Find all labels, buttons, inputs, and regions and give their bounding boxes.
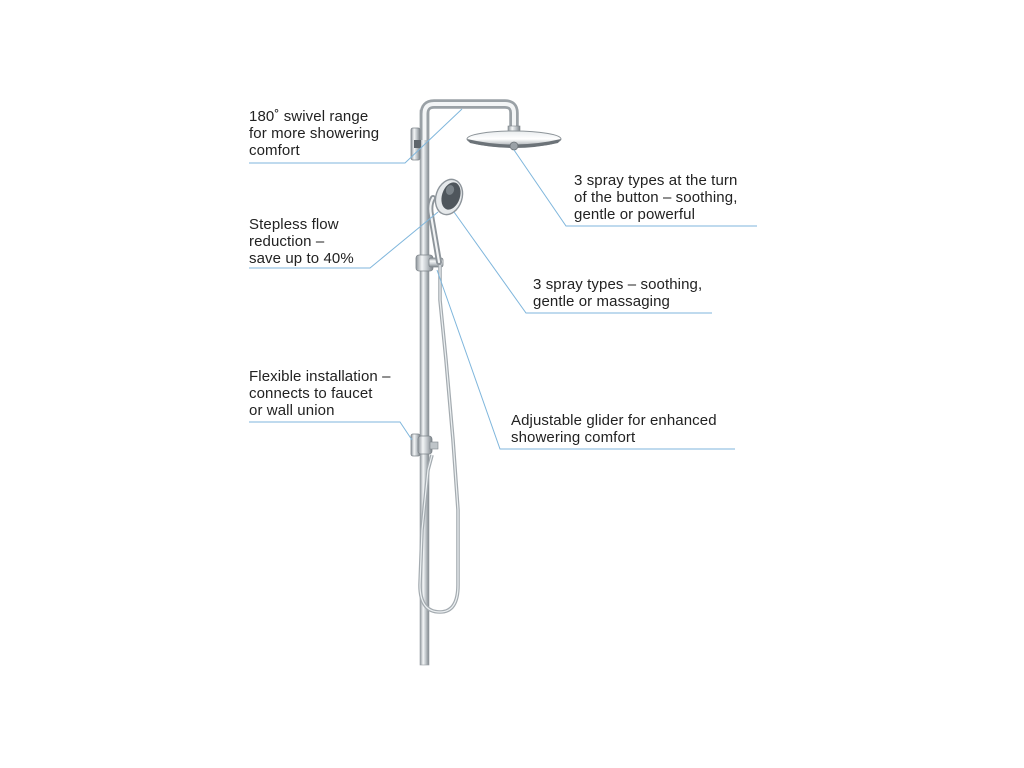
- callout-installation-line-1: Flexible installation –: [249, 368, 391, 385]
- callout-hand-spray-line-1: 3 spray types – soothing,: [533, 276, 703, 293]
- leader-installation: [249, 422, 412, 440]
- hand-shower: [430, 176, 467, 262]
- callout-hand-spray-line-2: gentle or massaging: [533, 293, 670, 310]
- callout-overhead-spray: [574, 172, 737, 223]
- callout-swivel-line-2: for more showering: [249, 125, 380, 142]
- callout-swivel-line-1: 180˚ swivel range: [249, 108, 369, 125]
- callout-glider-line-1: Adjustable glider for enhanced: [511, 412, 717, 429]
- callout-swivel: [249, 108, 379, 159]
- callout-installation-line-3: or wall union: [249, 402, 335, 419]
- callout-overhead-spray-line-1: 3 spray types at the turn: [574, 172, 738, 189]
- callout-stepless: [249, 216, 354, 267]
- callout-stepless-line-2: reduction –: [249, 233, 325, 250]
- callout-overhead-spray-line-3: gentle or powerful: [574, 206, 696, 223]
- callout-installation-line-2: connects to faucet: [249, 385, 373, 402]
- callout-swivel-line-3: comfort: [249, 142, 300, 159]
- callout-installation: [249, 368, 391, 419]
- callout-glider-line-2: showering comfort: [511, 429, 636, 446]
- callout-glider: [511, 412, 717, 446]
- callout-stepless-line-3: save up to 40%: [249, 250, 354, 267]
- callout-stepless-line-1: Stepless flow: [249, 216, 339, 233]
- callout-overhead-spray-line-2: of the button – soothing,: [574, 189, 738, 206]
- callout-hand-spray: [533, 276, 702, 310]
- diverter-bracket: [411, 434, 438, 456]
- overhead-shower-head: [467, 126, 561, 150]
